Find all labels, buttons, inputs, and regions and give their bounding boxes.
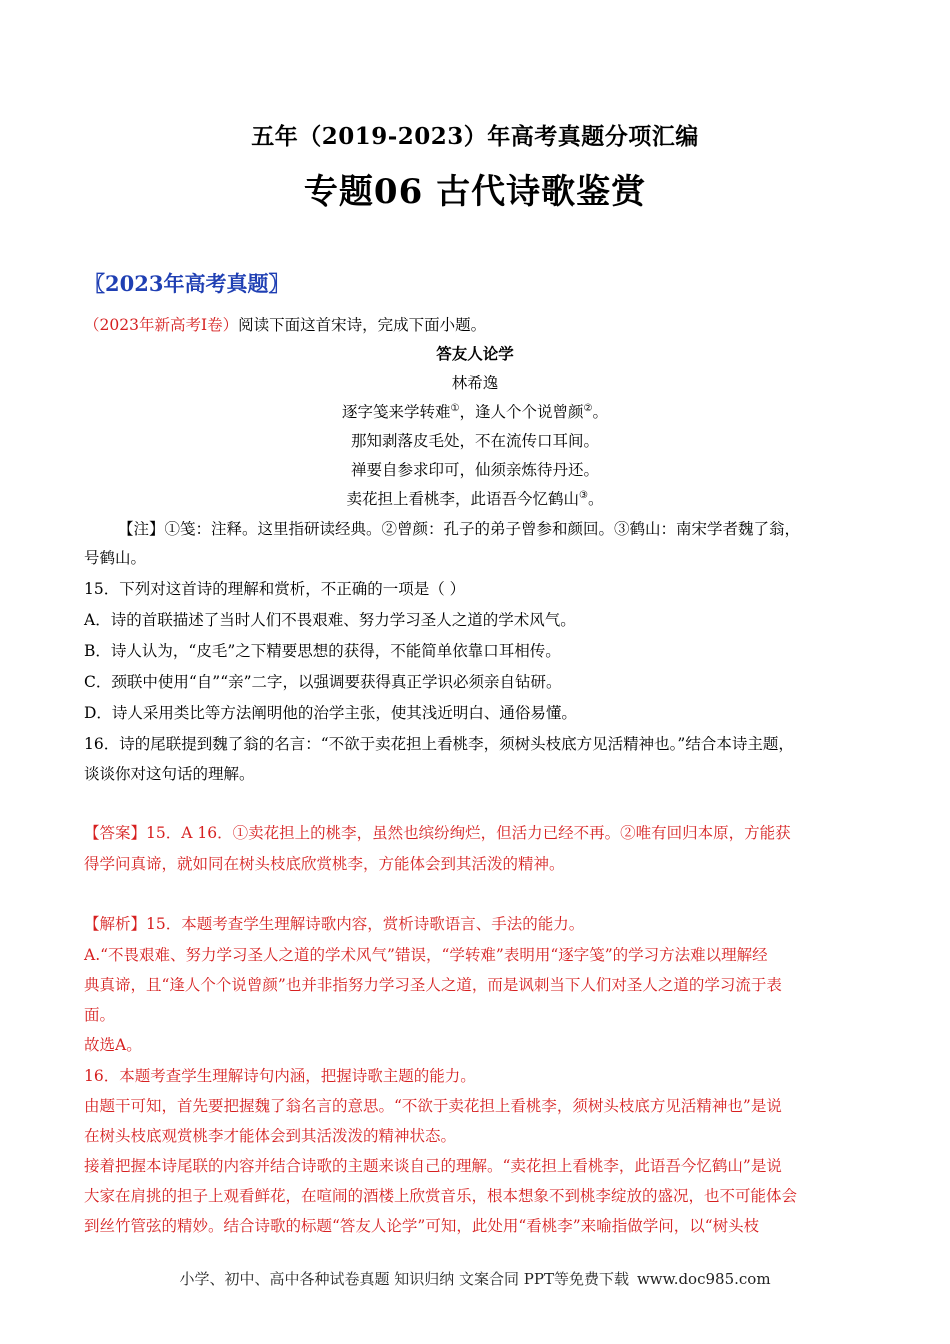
page-footer xyxy=(0,1268,950,1289)
poem-line-4 xyxy=(0,487,950,509)
analysis-line-9: 接着把握本诗尾联的内容并结合诗歌的主题来谈自己的理解。“卖花担上看桃李，此语吾今忆鹤山”是说 xyxy=(84,1157,782,1175)
poem-line-1 xyxy=(0,400,950,422)
analysis-line-4: 面。 xyxy=(84,1006,116,1024)
question-16-line-1: 16．诗的尾联提到魏了翁的名言：“不欲于卖花担上看桃李，须树头枝底方见活精神也。”结合本诗主题， xyxy=(84,735,794,753)
analysis-line-2: A.“不畏艰难、努力学习圣人之道的学术风气”错误，“学转难”表明用“逐字笺”的学习方法难以理解经 xyxy=(84,946,768,964)
poem-text: 逐字笺来学转难 xyxy=(342,403,451,421)
document-subtitle: 五年（2019-2023）年高考真题分项汇编 xyxy=(251,123,699,150)
document-title: 专题06 古代诗歌鉴赏 xyxy=(303,172,647,212)
answer-line-1: 【答案】15．A 16．①卖花担上的桃李，虽然也缤纷绚烂，但活力已经不再。②唯有回归本原，方能获 xyxy=(84,824,791,842)
poem-text: ，逢人个个说曾颜 xyxy=(459,403,584,421)
option-c: C．颈联中使用“自”“亲”二字，以强调要获得真正学识必须亲自钻研。 xyxy=(84,673,562,691)
poem-text: 。 xyxy=(587,490,604,508)
poem-line-3: 禅要自参求印可，仙须亲炼待丹还。 xyxy=(350,461,599,479)
footer-url[interactable]: www.doc985.com xyxy=(636,1270,771,1288)
analysis-line-3: 典真谛，且“逢人个个说曾颜”也并非指努力学习圣人之道，而是讽刺当下人们对圣人之道的学习流于表 xyxy=(84,976,782,994)
option-d: D．诗人采用类比等方法阐明他的治学主张，使其浅近明白、通俗易懂。 xyxy=(84,704,577,722)
poem-line-2: 那知剥落皮毛处，不在流传口耳间。 xyxy=(350,432,599,450)
footnote-marker: ③ xyxy=(579,489,588,501)
section-heading: 〖2023年高考真题〗 xyxy=(84,271,290,296)
poem-text: 。 xyxy=(592,403,608,421)
question-source: （2023年新高考Ⅰ卷） xyxy=(84,316,239,334)
analysis-line-1: 【解析】15．本题考查学生理解诗歌内容，赏析诗歌语言、手法的能力。 xyxy=(84,915,585,933)
poem-text: 卖花担上看桃李，此语吾今忆鹤山 xyxy=(346,490,580,508)
analysis-line-7: 由题干可知，首先要把握魏了翁名言的意思。“不欲于卖花担上看桃李，须树头枝底方见活精神也”是说 xyxy=(84,1097,782,1115)
answer-line-2: 得学问真谛，就如同在树头枝底欣赏桃李，方能体会到其活泼的精神。 xyxy=(84,855,565,873)
question-intro xyxy=(84,310,866,340)
poem-title: 答友人论学 xyxy=(436,344,514,363)
footnote-marker: ① xyxy=(450,402,460,414)
poem-note-line-1: 【注】①笺：注释。这里指研读经典。②曾颜：孔子的弟子曾参和颜回。③鹤山：南宋学者魏了翁， xyxy=(118,520,801,538)
question-instruction: 阅读下面这首宋诗，完成下面小题。 xyxy=(238,316,487,334)
question-16-line-2: 谈谈你对这句话的理解。 xyxy=(84,765,255,783)
poem-author: 林希逸 xyxy=(451,374,499,392)
footer-text: 小学、初中、高中各种试卷真题 知识归纳 文案合同 PPT等免费下载 xyxy=(179,1270,629,1288)
analysis-line-10: 大家在肩挑的担子上观看鲜花，在喧闹的酒楼上欣赏音乐，根本想象不到桃李绽放的盛况，也不可能体会 xyxy=(84,1187,798,1205)
option-a: A．诗的首联描述了当时人们不畏艰难、努力学习圣人之道的学术风气。 xyxy=(84,611,576,629)
analysis-line-11: 到丝竹管弦的精妙。结合诗歌的标题“答友人论学”可知，此处用“看桃李”来喻指做学问，以“树头枝 xyxy=(84,1217,760,1235)
analysis-line-6: 16．本题考查学生理解诗句内涵，把握诗歌主题的能力。 xyxy=(84,1067,476,1085)
option-b: B．诗人认为，“皮毛”之下精要思想的获得，不能简单依靠口耳相传。 xyxy=(84,642,561,660)
analysis-line-8: 在树头枝底观赏桃李才能体会到其活泼泼的精神状态。 xyxy=(84,1127,457,1145)
question-15-stem: 15．下列对这首诗的理解和赏析，不正确的一项是（ ） xyxy=(84,580,466,598)
footnote-marker: ② xyxy=(583,402,593,414)
poem-note-line-2: 号鹤山。 xyxy=(84,549,147,567)
analysis-line-5: 故选A。 xyxy=(84,1036,142,1054)
